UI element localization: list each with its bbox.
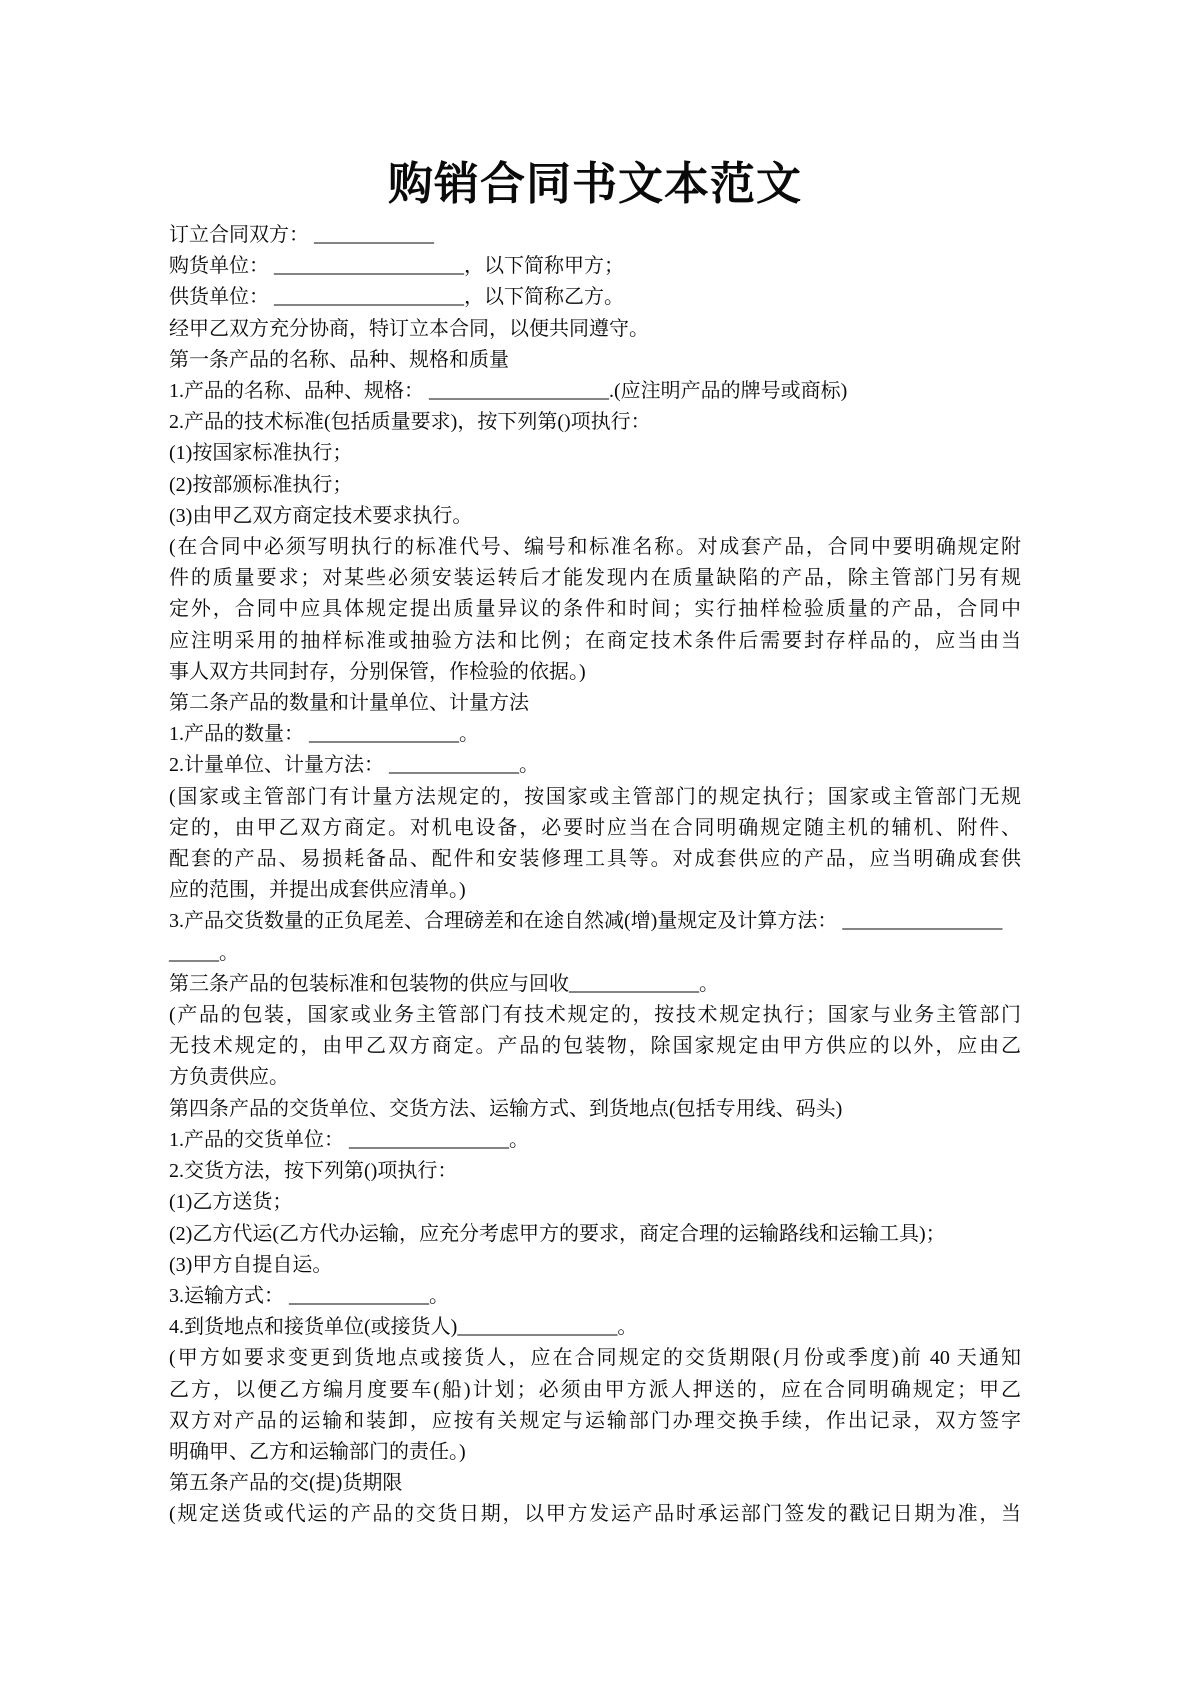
- doc-line: (规定送货或代运的产品的交货日期，以甲方发运产品时承运部门签发的戳记日期为准，当: [169, 1503, 1021, 1526]
- doc-line: 供货单位： ___________________，以下简称乙方。: [169, 286, 624, 309]
- doc-line: 第三条产品的包装标准和包装物的供应与回收_____________。: [169, 972, 719, 995]
- doc-line: (1)按国家标准执行；: [169, 442, 353, 465]
- doc-line: (3)由甲乙双方商定技术要求执行。: [169, 504, 473, 527]
- document-body: [169, 220, 1021, 1531]
- doc-line: 2.产品的技术标准(包括质量要求)，按下列第()项执行：: [169, 411, 651, 434]
- doc-line: 1.产品的交货单位： ________________。: [169, 1128, 529, 1151]
- doc-line: (在合同中必须写明执行的标准代号、编号和标准名称。对成套产品，合同中要明确规定附: [169, 536, 1021, 559]
- doc-line: 经甲乙双方充分协商，特订立本合同，以便共同遵守。: [169, 317, 649, 340]
- doc-line: 3.运输方式： ______________。: [169, 1284, 449, 1307]
- doc-line: 第四条产品的交货单位、交货方法、运输方式、到货地点(包括专用线、码头): [169, 1097, 843, 1120]
- doc-line: 事人双方共同封存，分别保管，作检验的依据。): [169, 660, 586, 683]
- doc-line: 定的，由甲乙双方商定。对机电设备，必要时应当在合同明确规定随主机的辅机、附件、: [169, 816, 1021, 839]
- doc-line: 第五条产品的交(提)货期限: [169, 1472, 403, 1495]
- doc-line: 定外，合同中应具体规定提出质量异议的条件和时间；实行抽样检验质量的产品，合同中: [169, 598, 1021, 621]
- doc-line: 应的范围，并提出成套供应清单。): [169, 879, 466, 902]
- doc-line: 双方对产品的运输和装卸，应按有关规定与运输部门办理交换手续，作出记录，双方签字: [169, 1409, 1021, 1432]
- doc-line: (甲方如要求变更到货地点或接货人，应在合同规定的交货期限(月份或季度)前 40 天通知: [169, 1347, 1021, 1370]
- doc-line: 应注明采用的抽样标准或抽验方法和比例；在商定技术条件后需要封存样品的，应当由当: [169, 629, 1021, 652]
- doc-line: (1)乙方送货；: [169, 1191, 293, 1214]
- doc-line: 1.产品的名称、品种、规格： __________________.(应注明产品的牌号或商标): [169, 380, 848, 403]
- doc-line: 订立合同双方： ____________: [169, 224, 434, 246]
- doc-line: 配套的产品、易损耗备品、配件和安装修理工具等。对成套供应的产品，应当明确成套供: [169, 848, 1021, 871]
- doc-line: (产品的包装，国家或业务主管部门有技术规定的，按技术规定执行；国家与业务主管部门: [169, 1004, 1021, 1027]
- document-title: 购销合同书文本范文: [387, 159, 802, 209]
- doc-line: 2.计量单位、计量方法： _____________。: [169, 754, 539, 777]
- doc-line: 3.产品交货数量的正负尾差、合理磅差和在途自然减(增)量规定及计算方法： ________________: [169, 910, 1003, 933]
- doc-line: 明确甲、乙方和运输部门的责任。): [169, 1440, 466, 1463]
- doc-line: 方负责供应。: [169, 1066, 289, 1089]
- doc-line: (2)按部颁标准执行；: [169, 473, 353, 496]
- doc-line: 购货单位： ___________________，以下简称甲方；: [169, 255, 624, 278]
- doc-line: 第二条产品的数量和计量单位、计量方法: [169, 692, 529, 715]
- doc-line: 4.到货地点和接货单位(或接货人)________________。: [169, 1316, 638, 1339]
- doc-line: 2.交货方法，按下列第()项执行：: [169, 1160, 458, 1183]
- doc-line: (国家或主管部门有计量方法规定的，按国家或主管部门的规定执行；国家或主管部门无规: [169, 785, 1021, 808]
- doc-line: 件的质量要求；对某些必须安装运转后才能发现内在质量缺陷的产品，除主管部门另有规: [169, 567, 1021, 590]
- doc-line: 乙方，以便乙方编月度要车(船)计划；必须由甲方派人押送的，应在合同明确规定；甲乙: [169, 1378, 1021, 1401]
- doc-line: (2)乙方代运(乙方代办运输，应充分考虑甲方的要求，商定合理的运输路线和运输工具)；: [169, 1222, 946, 1245]
- doc-line: 无技术规定的，由甲乙双方商定。产品的包装物，除国家规定由甲方供应的以外，应由乙: [169, 1035, 1021, 1058]
- doc-line: 1.产品的数量： _______________。: [169, 723, 479, 746]
- doc-line: (3)甲方自提自运。: [169, 1253, 333, 1276]
- doc-line: _____。: [169, 941, 239, 964]
- doc-line: 第一条产品的名称、品种、规格和质量: [169, 348, 509, 371]
